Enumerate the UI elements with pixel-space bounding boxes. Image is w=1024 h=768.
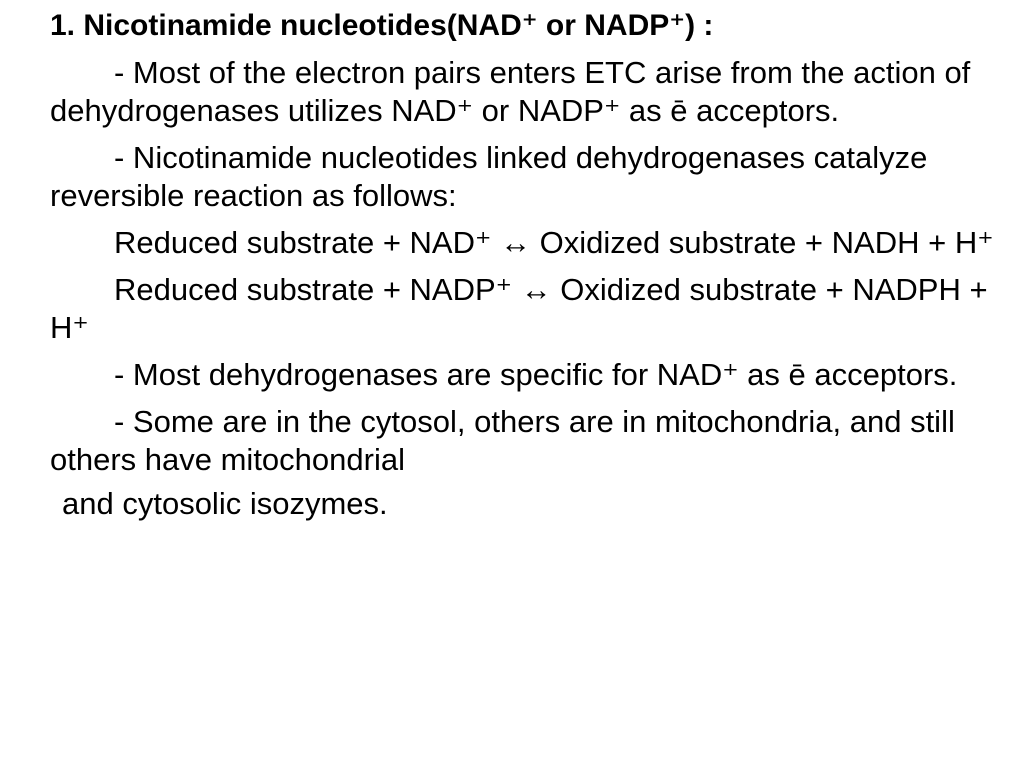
paragraph-isozymes: and cytosolic isozymes. xyxy=(62,486,388,521)
equation-nadp xyxy=(50,271,1014,347)
paragraph-reversible-reaction xyxy=(50,139,1014,215)
paragraph-specific-nad xyxy=(50,356,1014,394)
paragraph-location xyxy=(50,403,1014,479)
equation-text: Reduced substrate + NADP⁺ ↔ Oxidized substrate + NADPH + H⁺ xyxy=(50,272,988,345)
paragraph-text: - Some are in the cytosol, others are in mitochondria, and still others have mitochondrial xyxy=(50,404,955,477)
paragraph-text: - Most dehydrogenases are specific for NAD⁺ as ē acceptors. xyxy=(114,357,958,392)
equation-text: Reduced substrate + NAD⁺ ↔ Oxidized substrate + NADH + H⁺ xyxy=(114,225,994,260)
equation-nad xyxy=(50,224,1014,262)
slide-heading: 1. Nicotinamide nucleotides(NAD⁺ or NADP⁺) : xyxy=(50,9,714,42)
paragraph-text: - Most of the electron pairs enters ETC arise from the action of dehydrogenases utilizes NAD⁺ or NADP⁺ as ē acceptors. xyxy=(50,55,971,128)
paragraph-electron-pairs xyxy=(50,54,1014,130)
paragraph-text: - Nicotinamide nucleotides linked dehydrogenases catalyze reversible reaction as follows: xyxy=(50,140,928,213)
